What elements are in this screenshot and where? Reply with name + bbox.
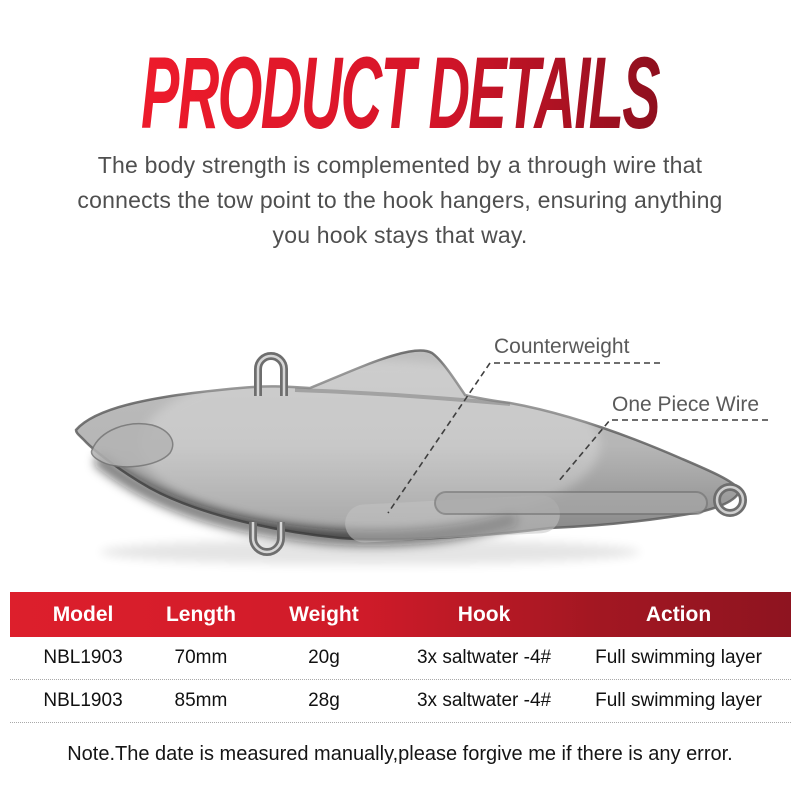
cell-weight: 20g <box>308 647 340 668</box>
description-line: you hook stays that way. <box>272 222 528 248</box>
counterweight-label: Counterweight <box>494 335 630 358</box>
cell-action: Full swimming layer <box>595 690 762 711</box>
product-description <box>20 148 780 253</box>
measurement-note: Note.The date is measured manually,please forgive me if there is any error. <box>67 743 733 765</box>
cell-model: NBL1903 <box>43 690 123 711</box>
header-action: Action <box>645 602 712 626</box>
spec-table <box>10 592 791 723</box>
description-line: The body strength is complemented by a through wire that <box>97 152 703 178</box>
header-hook: Hook <box>457 602 511 626</box>
fishing-lure-diagram <box>40 300 780 600</box>
one-piece-wire-label: One Piece Wire <box>612 393 760 416</box>
cell-hook: 3x saltwater -4# <box>416 647 552 668</box>
cell-action: Full swimming layer <box>595 647 762 668</box>
cell-weight: 28g <box>308 690 340 711</box>
table-row <box>10 680 791 723</box>
description-line: connects the tow point to the hook hangers, ensuring anything <box>77 187 723 213</box>
page-title-svg <box>0 38 800 148</box>
cell-length: 85mm <box>174 690 228 711</box>
cell-length: 70mm <box>174 647 228 668</box>
header-length: Length <box>165 602 236 626</box>
one-piece-wire-tube <box>435 492 707 514</box>
header-weight: Weight <box>289 602 359 626</box>
spec-table-header <box>10 592 791 637</box>
page-title-block <box>0 38 800 148</box>
page-title: PRODUCT DETAILS <box>141 38 661 148</box>
table-row <box>10 637 791 680</box>
cell-hook: 3x saltwater -4# <box>416 690 552 711</box>
cell-model: NBL1903 <box>43 647 123 668</box>
header-model: Model <box>52 602 114 626</box>
